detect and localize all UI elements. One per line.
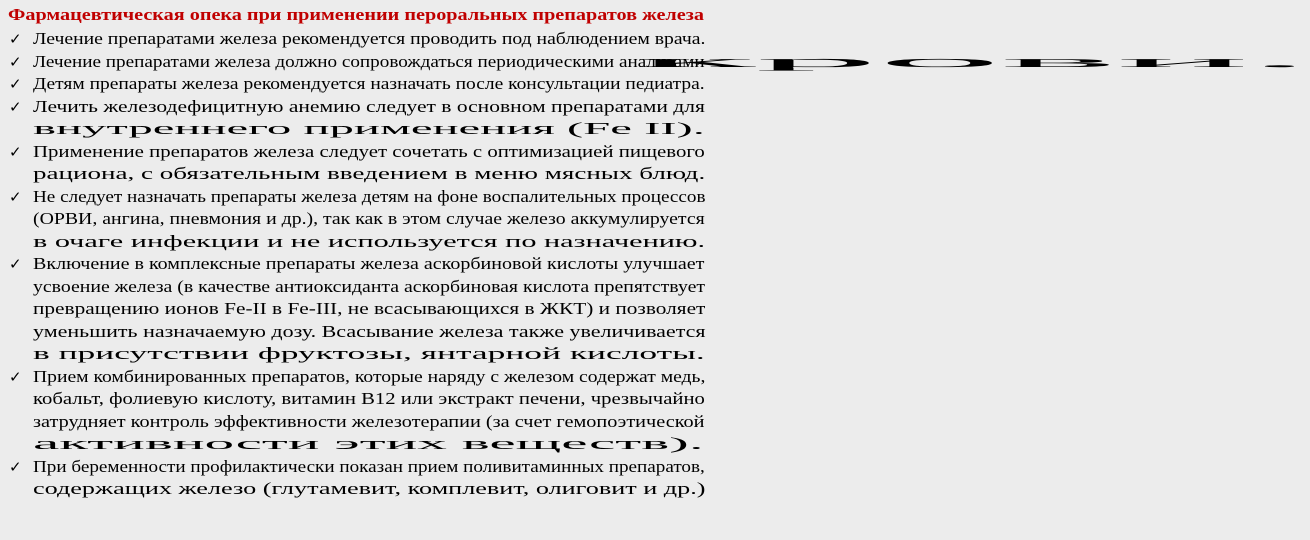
bullet-text-line: Не следует назначать препараты железа детям на фоне воспалительных процессов	[33, 186, 706, 206]
bullet-text-line: превращению ионов Fe-II в Fe-III, не всасывающихся в ЖКТ) и позволяет	[33, 299, 706, 318]
bullet-text-line: (ОРВИ, ангина, пневмония и др.), так как в этом случае железо аккумулируется	[33, 209, 705, 228]
bullet-item	[8, 456, 706, 501]
bullet-text-line: Включение в комплексные препараты железа аскорбиновой кислоты улучшает	[33, 254, 705, 273]
checkmark-icon: ✓	[9, 52, 22, 71]
slide-title: Фармацевтическая опека при применении пероральных препаратов железа	[8, 5, 704, 24]
bullet-item	[8, 186, 706, 254]
bullet-text-line: крови.	[636, 51, 1310, 71]
bullet-item	[8, 28, 706, 51]
bullet-text-line: усвоение железа (в качестве антиоксиданта аскорбиновая кислота препятствует	[33, 276, 706, 296]
bullet-text-line: внутреннего применения (Fe II).	[33, 119, 705, 138]
bullet-text-line: рациона, с обязательным введением в меню мясных блюд.	[33, 164, 706, 183]
bullet-text-line: уменьшить назначаемую дозу. Всасывание железа также увеличивается	[33, 321, 706, 341]
bullet-item	[8, 141, 706, 186]
bullet-text-line: Детям препараты железа рекомендуется назначать после консультации педиатра.	[33, 74, 705, 93]
bullet-text-line: в очаге инфекции и не используется по назначению.	[33, 231, 706, 251]
bullet-text-line: Лечение препаратами железа должно сопровождаться периодическими анализами	[33, 51, 705, 71]
bullet-text-line: в присутствии фруктозы, янтарной кислоты.	[33, 344, 705, 363]
bullet-text-line: Лечить железодефицитную анемию следует в основном препаратами для	[33, 96, 705, 116]
bullet-text-line: Применение препаратов железа следует сочетать с оптимизацией пищевого	[33, 141, 705, 161]
checkmark-icon: ✓	[9, 457, 22, 476]
bullet-item	[8, 96, 706, 141]
checkmark-icon: ✓	[9, 255, 22, 273]
bullet-item	[8, 51, 1310, 74]
bullet-item	[8, 366, 706, 456]
bullet-text-line: Лечение препаратами железа рекомендуется проводить под наблюдением врача.	[33, 29, 706, 48]
bullet-text-line: При беременности профилактически показан прием поливитаминных препаратов,	[33, 456, 705, 476]
bullet-text-line: содержащих железо (глутамевит, комплевит, олиговит и др.)	[33, 479, 706, 498]
bullet-item	[8, 73, 706, 96]
checkmark-icon: ✓	[9, 30, 22, 48]
bullet-text-line: активности этих веществ).	[33, 434, 704, 453]
bullet-text-line: кобальт, фолиевую кислоту, витамин В12 или экстракт печени, чрезвычайно	[33, 389, 705, 408]
checkmark-icon: ✓	[9, 97, 22, 116]
bullet-list	[8, 28, 1310, 501]
bullet-text-line: Прием комбинированных препаратов, которые наряду с железом содержат медь,	[33, 366, 706, 386]
checkmark-icon: ✓	[9, 187, 22, 206]
bullet-item	[8, 253, 706, 366]
checkmark-icon: ✓	[9, 367, 22, 386]
bullet-text-line: затрудняет контроль эффективности железотерапии (за счет гемопоэтической	[33, 411, 705, 431]
checkmark-icon: ✓	[9, 142, 22, 161]
checkmark-icon: ✓	[9, 75, 22, 93]
